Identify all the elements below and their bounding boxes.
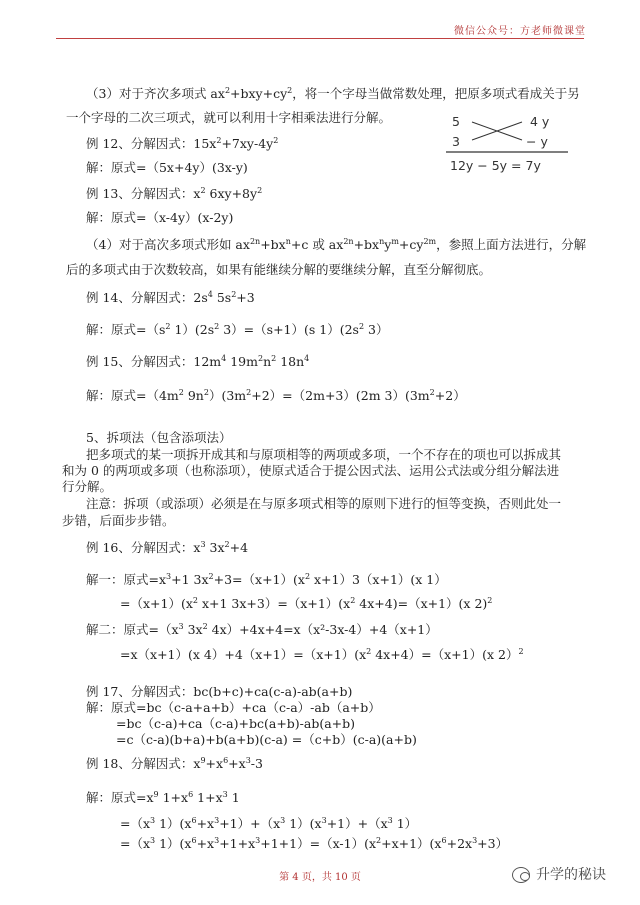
ex16-solution2-line1: 解二：原式$=(x^3$ $3x^2$ 4x）+4x+4=x（x²-3x-4）+4（x+1） bbox=[86, 622, 438, 637]
ex16-question: 例 16、分解因式：$x^3$ $3x^2+4$ bbox=[86, 540, 249, 555]
ex18-answer-line2: $=(x^3$ $1)(x^6+x^3+1)+(x^3$ $1)(x^3+1)+(x^3$ 1） bbox=[120, 816, 418, 831]
ex18-answer-line1: 解：原式$=x^9$ $1+x^6$ $1+x^3$ 1 bbox=[86, 790, 240, 805]
ex12-answer: 解：原式=（5x+4y）(3x-y) bbox=[86, 160, 248, 175]
sec5-note-line1: 注意：拆项（或添项）必须是在与原多项式相等的原则下进行的恒等变换，否则此处一 bbox=[86, 496, 562, 511]
ex13-question: 例 13、分解因式：$x^2$ $6xy+8y^2$ bbox=[86, 186, 263, 201]
header-rule bbox=[56, 38, 584, 39]
cross-result: 12y − 5y = 7y bbox=[450, 158, 541, 173]
sec4-line1: （4）对于高次多项式形如 $ax^{2n}+bx^n+c$ 或 $ax^{2n}+bx^ny^m+cy^{2m}$，参照上面方法进行，分解 bbox=[86, 237, 587, 252]
ex17-answer-line1: 解：原式=bc（c-a+a+b）+ca（c-a）-ab（a+b） bbox=[86, 700, 381, 715]
page-footer: 第 4 页，共 10 页 bbox=[279, 872, 361, 883]
header-account: 微信公众号：方老师微课堂 bbox=[454, 26, 586, 37]
cross-top-right: 4 y bbox=[530, 114, 550, 129]
cross-bottom-right: − y bbox=[526, 134, 548, 149]
ex15-answer: 解：原式$=(4m^2$ $9n^2)(3m^2+2)=(2m+3)(2m$ $3)(3m^2+2)$ bbox=[86, 388, 466, 403]
watermark bbox=[512, 864, 606, 884]
ex17-question: 例 17、分解因式：bc(b+c)+ca(c-a)-ab(a+b) bbox=[86, 684, 353, 699]
sec5-note-line2: 步错，后面步步错。 bbox=[62, 513, 175, 528]
sec5-title: 5、拆项法（包含添项法） bbox=[86, 430, 232, 445]
ex18-answer-line3: $=(x^3$ $1)(x^6+x^3+1+x^3+1+1)=(x-1)(x^2+x+1)(x^6+2x^3+3)$ bbox=[120, 836, 509, 851]
ex14-question: 例 14、分解因式：$2s^4$ $5s^2+3$ bbox=[86, 290, 255, 305]
ex16-solution2-line2: =x（x+1）(x $4)+4(x+1)=(x+1)(x^2$ 4x+4）=（x+1）(x 2）$^2$ bbox=[120, 647, 524, 662]
ex15-question: 例 15、分解因式：$12m^4$ $19m^2n^2$ $18n^4$ bbox=[86, 354, 310, 369]
ex18-question: 例 18、分解因式：$x^9+x^6+x^3-3$ bbox=[86, 756, 263, 771]
ex16-solution1-line1: 解一：原式$=x^3+1$ $3x^2+3=(x+1)(x^2$ x+1）3（x+1）(x 1） bbox=[86, 572, 447, 587]
sec3-line1: （3）对于齐次多项式 $ax^2+bxy+cy^2$，将一个字母当做常数处理，把原多项式看成关于另 bbox=[86, 86, 580, 101]
wechat-icon bbox=[512, 867, 530, 883]
cross-multiplication-diagram bbox=[446, 108, 570, 178]
sec5-para-line1: 把多项式的某一项拆开成其和与原项相等的两项或多项，一个不存在的项也可以拆成其 bbox=[86, 447, 562, 462]
ex16-solution1-line2: $=(x+1)(x^2$ x+1 $3x+3)=(x+1)(x^2$ 4x+4)=（x+1）(x 2)$^2$ bbox=[120, 596, 493, 611]
sec5-para-line3: 行分解。 bbox=[62, 479, 113, 494]
cross-top-left: 5 bbox=[452, 114, 460, 129]
ex12-question: 例 12、分解因式：$15x^2+7xy-4y^2$ bbox=[86, 136, 279, 151]
sec3-line2: 一个字母的二次三项式，就可以利用十字相乘法进行分解。 bbox=[66, 110, 392, 125]
ex13-answer: 解：原式=（x-4y）(x-2y) bbox=[86, 210, 234, 225]
cross-bottom-left: 3 bbox=[452, 134, 460, 149]
sec5-para-line2: 和为 0 的两项或多项（也称添项），使原式适合于提公因式法、运用公式法或分组分解法进 bbox=[62, 463, 560, 478]
watermark-text: 升学的秘诀 bbox=[536, 867, 606, 883]
sec4-line2: 后的多项式由于次数较高，如果有能继续分解的要继续分解，直至分解彻底。 bbox=[66, 262, 492, 277]
ex14-answer: 解：原式$=(s^2$ $1)(2s^2$ 3）=（s+1）(s $1)(2s^2$ 3） bbox=[86, 322, 389, 337]
ex17-answer-line3: =c（c-a)(b+a)+b(a+b)(c-a) =（c+b）(c-a)(a+b) bbox=[116, 732, 417, 747]
ex17-answer-line2: =bc（c-a)+ca（c-a)+bc(a+b)-ab(a+b) bbox=[116, 716, 356, 731]
